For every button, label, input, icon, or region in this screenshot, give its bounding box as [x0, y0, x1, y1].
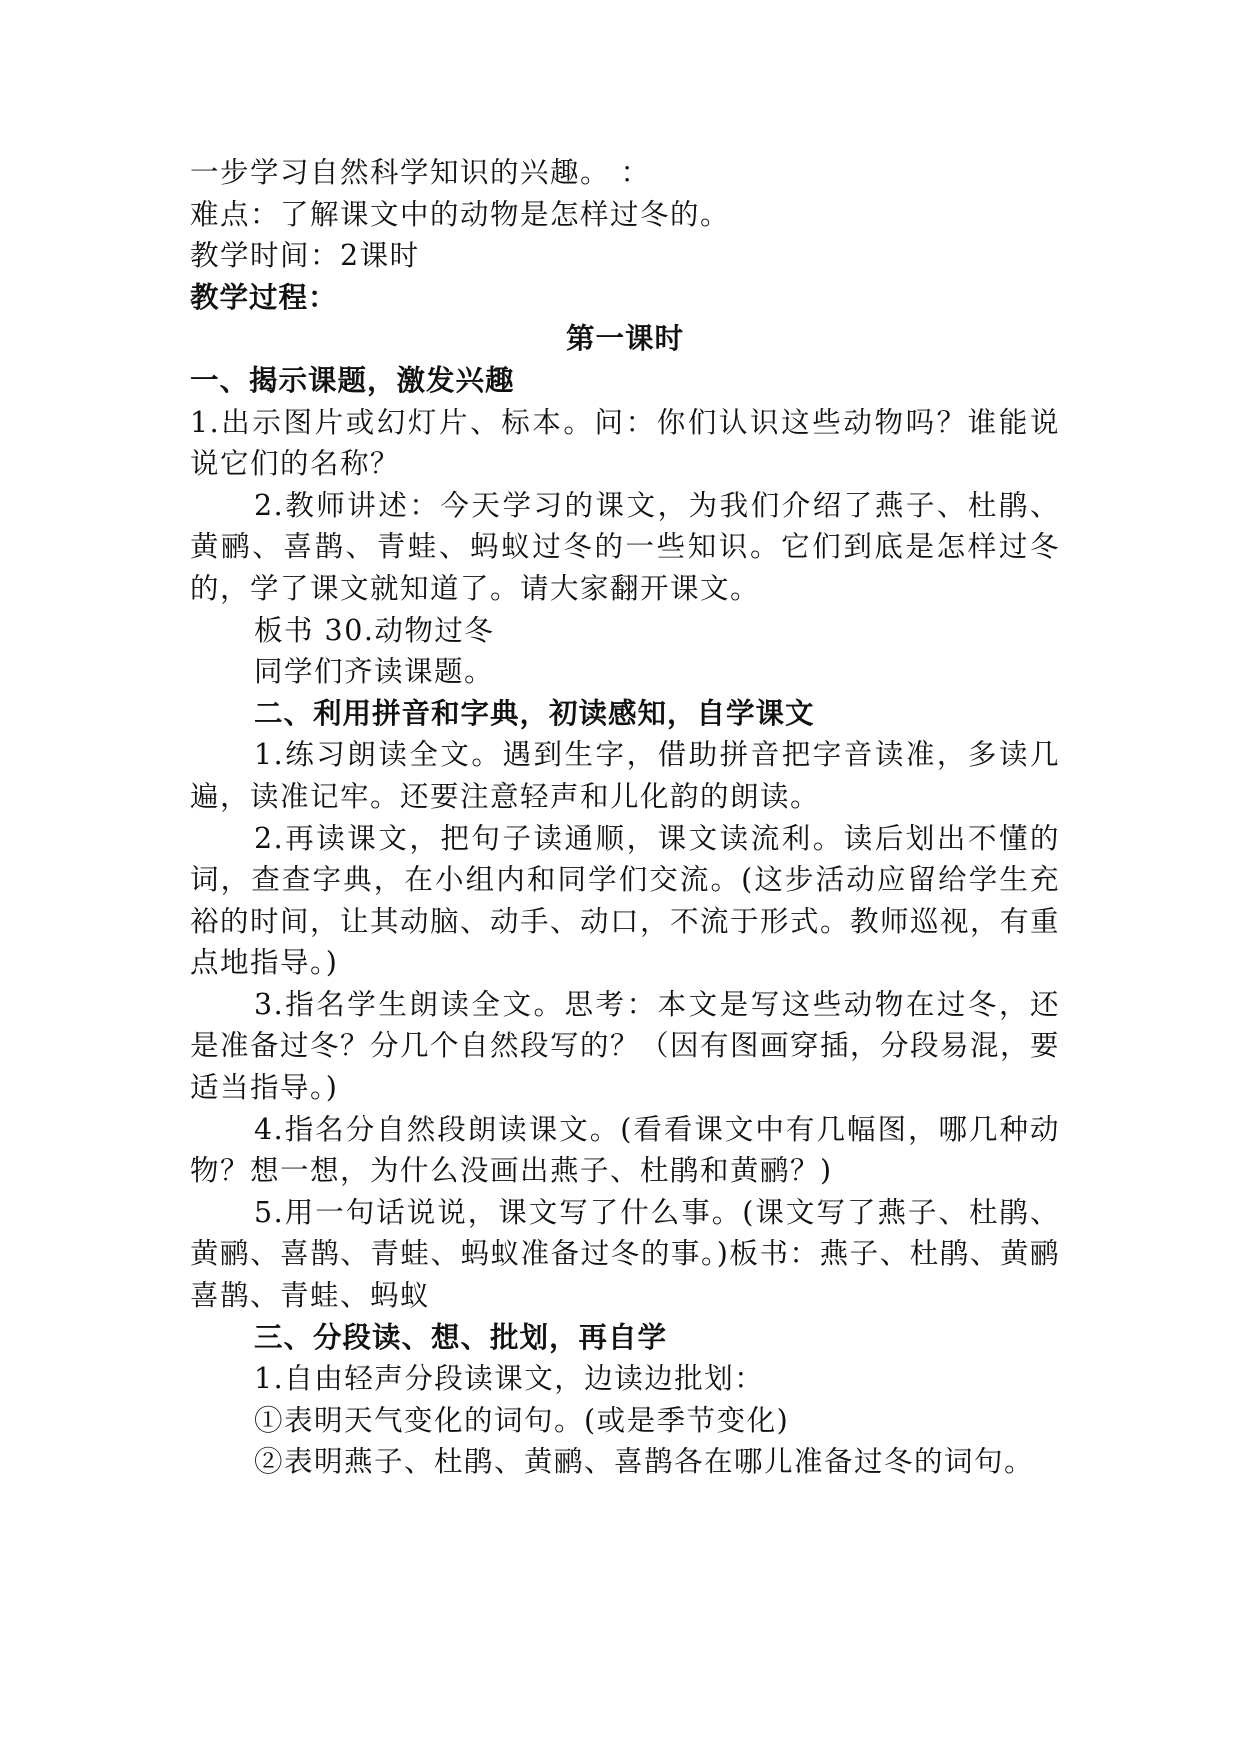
paragraph-practice-reading: 1.练习朗读全文。遇到生字，借助拼音把字音读准，多读几遍，读准记牢。还要注意轻声和儿化韵的朗读。	[190, 738, 1060, 813]
paragraph-read-again: 2.再读课文，把句子读通顺，课文读流利。读后划出不懂的词，查查字典，在小组内和同学们交流。(这步活动应留给学生充裕的时间，让其动脑、动手、动口，不流于形式。教师巡视，有重点地指导。)	[190, 821, 1061, 980]
section-three-heading: 三、分段读、想、批划，再自学	[254, 1320, 668, 1354]
weather-change-line: ①表明天气变化的词句。(或是季节变化)	[254, 1403, 790, 1437]
document-body	[190, 152, 1060, 1483]
read-title-line: 同学们齐读课题。	[254, 655, 495, 689]
paragraph-teacher-narration: 2.教师讲述：今天学习的课文，为我们介绍了燕子、杜鹃、黄鹂、喜鹊、青蛙、蚂蚁过冬的一些知识。它们到底是怎样过冬的，学了课文就知道了。请大家翻开课文。	[190, 488, 1060, 605]
paragraph-show-pictures: 1.出示图片或幻灯片、标本。问：你们认识这些动物吗？谁能说说它们的名称？	[190, 405, 1060, 481]
text-line-goal-continued: 一步学习自然科学知识的兴趣。 ：	[190, 156, 651, 189]
free-reading-line: 1.自由轻声分段读课文，边读边批划：	[254, 1362, 765, 1396]
blackboard-title-line: 板书 30.动物过冬	[254, 613, 495, 647]
section-one-heading: 一、揭示课题，激发兴趣	[190, 363, 515, 397]
lesson-one-heading: 第一课时	[565, 322, 684, 356]
teaching-time-line: 教学时间：2课时	[190, 239, 420, 273]
difficulty-line: 难点：了解课文中的动物是怎样过冬的。	[190, 197, 731, 231]
paragraph-birds-winter-place: ②表明燕子、杜鹃、黄鹂、喜鹊各在哪儿准备过冬的词句。	[254, 1445, 1035, 1479]
paragraph-paragraph-reading: 4.指名分自然段朗读课文。(看看课文中有几幅图，哪几种动物？想一想，为什么没画出燕子、杜鹃和黄鹂？)	[190, 1112, 1060, 1188]
paragraph-student-reading: 3.指名学生朗读全文。思考：本文是写这些动物在过冬，还是准备过冬？分几个自然段写的？（因有图画穿插，分段易混，要适当指导。)	[190, 987, 1061, 1105]
paragraph-summary-sentence: 5.用一句话说说，课文写了什么事。(课文写了燕子、杜鹃、黄鹂、喜鹊、青蛙、蚂蚁准备过冬的事。)板书：燕子、杜鹃、黄鹂喜鹊、青蛙、蚂蚁	[190, 1195, 1060, 1313]
section-two-heading: 二、利用拼音和字典，初读感知，自学课文	[254, 696, 815, 730]
teaching-process-heading: 教学过程：	[190, 280, 338, 314]
